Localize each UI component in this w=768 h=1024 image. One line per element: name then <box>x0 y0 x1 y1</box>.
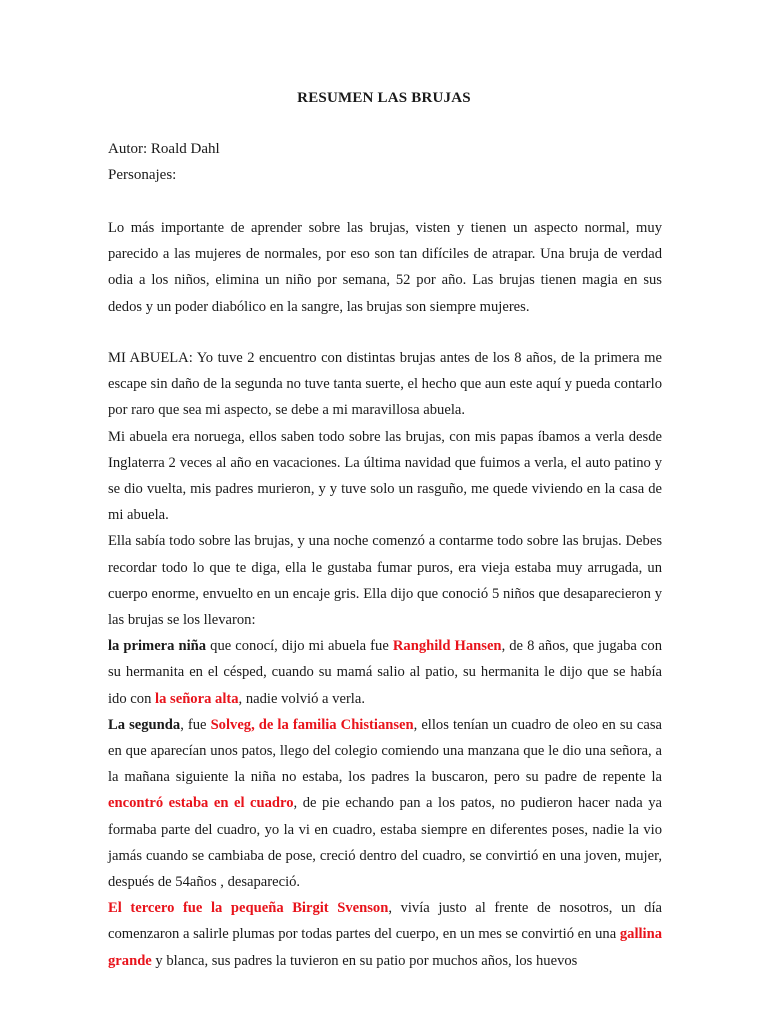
story-section <box>108 345 662 974</box>
abuela-paragraph-1: MI ABUELA: Yo tuve 2 encuentro con distintas brujas antes de los 8 años, de la primera me escape sin daño de la segunda no tuve tanta suerte, el hecho que aun este aquí y pueda contarlo por raro que sea mi aspecto, se debe a mi maravillosa abuela. <box>108 350 662 419</box>
intro-text: Lo más importante de aprender sobre las brujas, visten y tienen un aspecto normal, muy parecido a las mujeres de normales, por eso son tan difíciles de atrapar. Una bruja de verdad odia a los niños, elimina un niño por semana, 52 por año. Las brujas tienen magia en sus dedos y un poder diabólico en la sangre, las brujas son siempre mujeres. <box>108 220 662 315</box>
characters-line: Personajes: <box>108 167 177 183</box>
abuela-paragraph-3: Ella sabía todo sobre las brujas, y una noche comenzó a contarme todo sobre las brujas. Debes recordar todo lo que te diga, ella le gustaba fumar puros, era vieja estaba muy arrugada, un cuerpo enorme, envuelto en un encaje gris. Ella dijo que conoció 5 niños que desaparecieron y las brujas se los llevaron: <box>108 533 662 629</box>
third-child-paragraph <box>108 895 662 974</box>
second-child-name: Solveg, de la familia Chistiansen <box>210 716 414 733</box>
first-child-text-b: , de 8 años, que jugaba con su hermanita en el césped, cuando su mamá salio al patio, su hermanita le dijo que se había ido con <box>108 638 663 707</box>
big-hen-highlight: gallina grande <box>108 926 663 969</box>
tall-lady-highlight: la señora alta <box>155 690 239 707</box>
third-child-lead: El tercero fue la pequeña Birgit Svenson <box>108 900 389 917</box>
third-child-text-a: , vivía justo al frente de nosotros, un día comenzaron a salirle plumas por todas partes del cuerpo, en un mes se convirtió en una <box>108 900 662 943</box>
first-child-lead: la primera niña <box>108 638 207 655</box>
author-line: Autor: Roald Dahl <box>108 141 220 157</box>
third-child-text-b: y blanca, sus padres la tuvieron en su patio por muchos años, los huevos <box>151 952 578 969</box>
intro-paragraph <box>108 215 662 320</box>
first-child-text-a: que conocí, dijo mi abuela fue <box>206 638 393 655</box>
painting-highlight: encontró estaba en el cuadro <box>108 795 294 812</box>
second-child-text-a: , fue <box>180 716 211 733</box>
second-child-lead: La segunda <box>108 716 181 733</box>
second-child-paragraph <box>108 712 662 895</box>
first-child-name: Ranghild Hansen <box>392 638 502 655</box>
second-child-text-c: , de pie echando pan a los patos, no pudieron hacer nada ya formaba parte del cuadro, yo la vi en cuadro, estaba siempre en diferentes poses, nadie la vio jamás cuando se cambiaba de pose, creció dentro del cuadro, se convirtió en una joven, mujer, después de 54años , desapareció. <box>108 795 662 891</box>
first-child-text-c: , nadie volvió a verla. <box>238 690 365 707</box>
document-title: RESUMEN LAS BRUJAS <box>297 90 471 106</box>
second-child-text-b: , ellos tenían un cuadro de oleo en su casa en que aparecían unos patos, llego del colegio comiendo una manzana que le dio una señora, a la mañana siguiente la niña no estaba, los padres la buscaron, pero su padre de repente la <box>108 716 662 786</box>
first-child-paragraph <box>108 633 662 712</box>
abuela-paragraph-2: Mi abuela era noruega, ellos saben todo sobre las brujas, con mis papas íbamos a verla desde Inglaterra 2 veces al año en vacaciones. La última navidad que fuimos a verla, el auto patino y se dio vuelta, mis padres murieron, y y tuve solo un rasguño, me quede viviendo en la casa de mi abuela. <box>108 428 662 524</box>
